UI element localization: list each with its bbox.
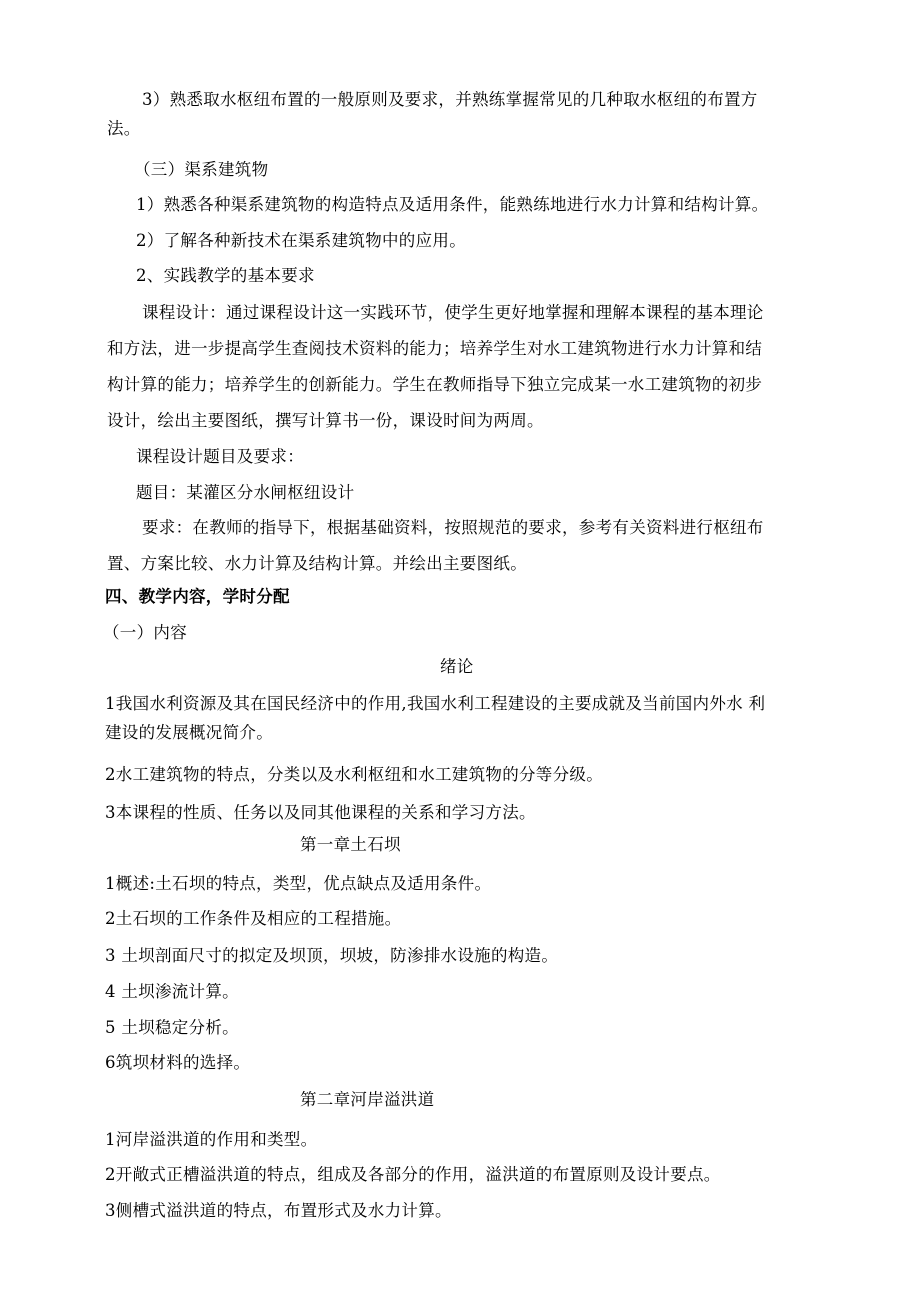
section-heading: （一）内容 <box>103 623 187 642</box>
text-line: 题目：某灌区分水闸枢纽设计 <box>136 483 355 502</box>
text-line: 4 土坝渗流计算。 <box>105 982 239 1001</box>
text-line: 3本课程的性质、任务以及同其他课程的关系和学习方法。 <box>105 803 536 822</box>
text-line: 1我国水利资源及其在国民经济中的作用,我国水利工程建设的主要成就及当前国内外水 利 <box>105 694 766 713</box>
text-line: 3 土坝剖面尺寸的拟定及坝顶，坝坡，防渗排水设施的构造。 <box>105 946 559 965</box>
text-line: 要求：在教师的指导下，根据基础资料，按照规范的要求，参考有关资料进行枢纽布 <box>142 518 764 537</box>
text-line: 法。 <box>107 119 141 138</box>
text-line: 3侧槽式溢洪道的特点，布置形式及水力计算。 <box>105 1201 452 1220</box>
text-line: 2）了解各种新技术在渠系建筑物中的应用。 <box>136 231 466 250</box>
text-line: 5 土坝稳定分析。 <box>105 1018 239 1037</box>
chapter-title: 第一章土石坝 <box>300 835 401 854</box>
chapter-heading: 四、教学内容，学时分配 <box>105 587 290 606</box>
chapter-title: 第二章河岸溢洪道 <box>300 1090 435 1109</box>
text-line: 设计，绘出主要图纸，撰写计算书一份，课设时间为两周。 <box>107 411 544 430</box>
text-line: 建设的发展概况简介。 <box>105 723 273 742</box>
text-line: 2开敞式正槽溢洪道的特点，组成及各部分的作用，溢洪道的布置原则及设计要点。 <box>105 1165 721 1184</box>
text-line: 构计算的能力；培养学生的创新能力。学生在教师指导下独立完成某一水工建筑物的初步 <box>107 375 763 394</box>
text-line: 3）熟悉取水枢纽布置的一般原则及要求，并熟练掌握常见的几种取水枢纽的布置方 <box>142 90 758 109</box>
text-line: 6筑坝材料的选择。 <box>105 1053 251 1072</box>
text-line: 1河岸溢洪道的作用和类型。 <box>105 1130 318 1149</box>
text-line: 1概述:土石坝的特点，类型，优点缺点及适用条件。 <box>105 874 492 893</box>
text-line: 2土石坝的工作条件及相应的工程措施。 <box>105 909 402 928</box>
section-heading: 2、实践教学的基本要求 <box>136 266 315 285</box>
text-line: 1）熟悉各种渠系建筑物的构造特点及适用条件，能熟练地进行水力计算和结构计算。 <box>136 195 769 214</box>
text-line: 2水工建筑物的特点，分类以及水利枢纽和水工建筑物的分等分级。 <box>105 765 603 784</box>
chapter-title: 绪论 <box>440 657 474 676</box>
text-line: 置、方案比较、水力计算及结构计算。并绘出主要图纸。 <box>107 554 527 573</box>
text-line: 课程设计：通过课程设计这一实践环节，使学生更好地掌握和理解本课程的基本理论 <box>142 303 764 322</box>
text-line: 和方法，进一步提高学生查阅技术资料的能力；培养学生对水工建筑物进行水力计算和结 <box>107 339 763 358</box>
text-line: 课程设计题目及要求： <box>136 447 304 466</box>
section-heading: （三）渠系建筑物 <box>134 160 269 179</box>
